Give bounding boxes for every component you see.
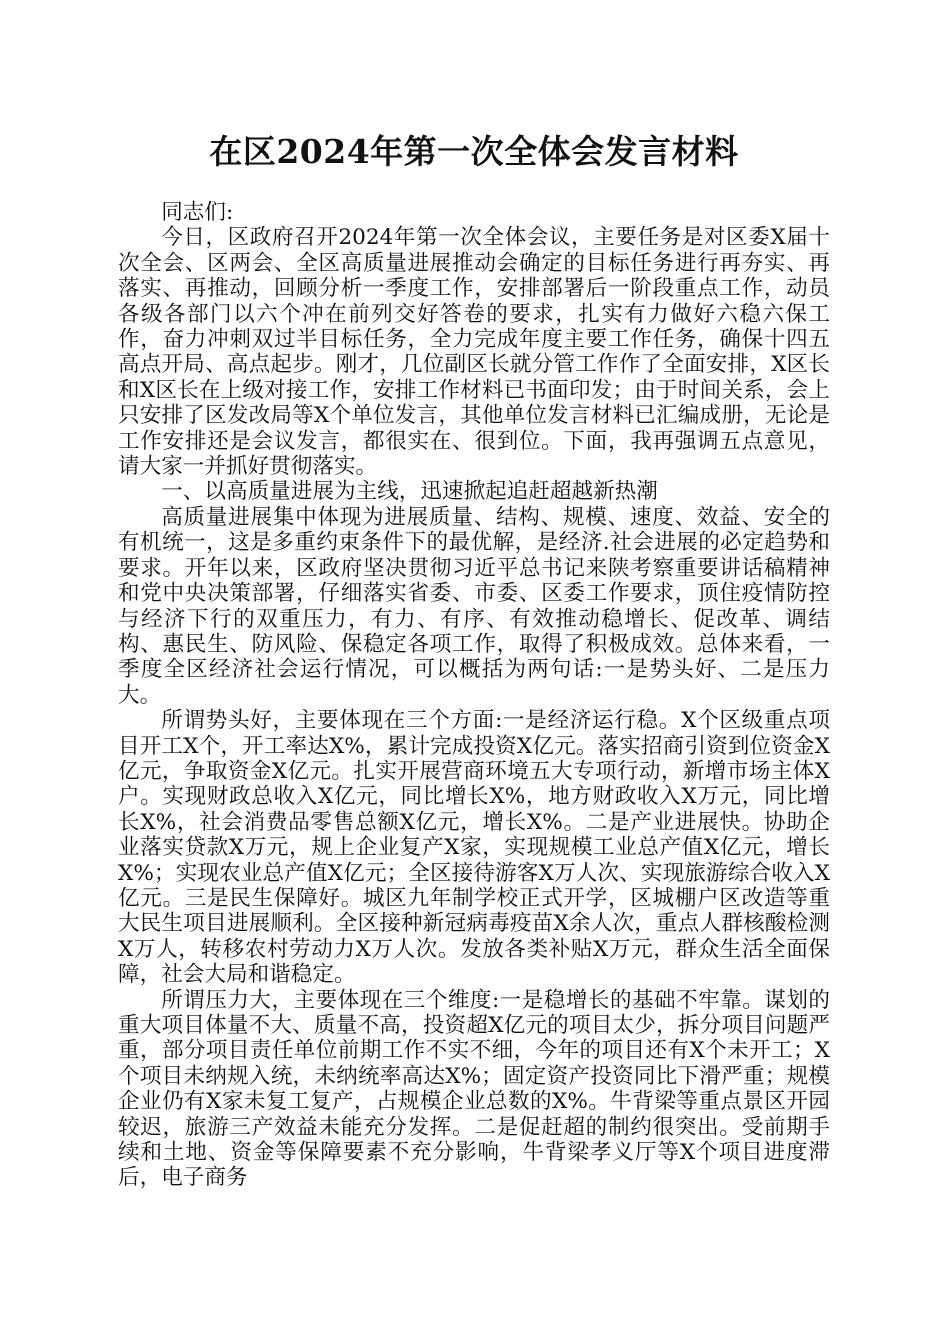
section-heading-1: 一、以高质量进展为主线，迅速掀起追赶超越新热潮: [161, 479, 658, 505]
document-title: 在区2024年第一次全体会发言材料: [209, 132, 739, 171]
document-page: [118, 118, 830, 1191]
paragraph-momentum: 所谓势头好，主要体现在三个方面:一是经济运行稳。X个区级重点项目开工X个，开工率达X%，累计完成投资X亿元。落实招商引资到位资金X亿元，争取资金X亿元。扎实开展营商环境五大专项行动，新增市场主体X户。实现财政总收入X亿元，同比增长X%，地方财政收入X万元，同比增长X%，社会消费品零售总额X亿元，增长X%。二是产业进展快。协助企业落实贷款X万元，规上企业复产X家，实现规模工业总产值X亿元，增长X%；实现农业总产值X亿元；全区接待游客X万人次、实现旅游综合收入X亿元。三是民生保障好。城区九年制学校正式开学，区城棚户区改造等重大民生项目进展顺利。全区接种新冠病毒疫苗X余人次，重点人群核酸检测X万人，转移农村劳动力X万人次。发放各类补贴X万元，群众生活全面保障，社会大局和谐稳定。: [118, 708, 830, 988]
paragraph-pressure: 所谓压力大，主要体现在三个维度:一是稳增长的基础不牢靠。谋划的重大项目体量不大、质量不高，投资超X亿元的项目太少，拆分项目问题严重，部分项目责任单位前期工作不实不细，今年的项目还有X个未开工；X个项目未纳规入统，未纳统率高达X%；固定资产投资同比下滑严重；规模企业仍有X家未复工复产，占规模企业总数的X%。牛背梁等重点景区开园较迟，旅游三产效益未能充分发挥。二是促赶超的制约很突出。受前期手续和土地、资金等保障要素不充分影响，牛背梁孝义厅等X个项目进度滞后，电子商务: [118, 987, 830, 1191]
salutation: 同志们:: [161, 200, 234, 225]
paragraph-quality: 高质量进展集中体现为进展质量、结构、规模、速度、效益、安全的有机统一，这是多重约束条件下的最优解，是经济.社会进展的必定趋势和要求。开年以来，区政府坚决贯彻习近平总书记来陕考察重要讲话稿精神和党中央决策部署，仔细落实省委、市委、区委工作要求，顶住疫情防控与经济下行的双重压力，有力、有序、有效推动稳增长、促改革、调结构、惠民生、防风险、保稳定各项工作，取得了积极成效。总体来看，一季度全区经济社会运行情况，可以概括为两句话:一是势头好、二是压力大。: [118, 504, 830, 708]
paragraph-intro: 今日，区政府召开2024年第一次全体会议，主要任务是对区委X届十次全会、区两会、全区高质量进展推动会确定的目标任务进行再夯实、再落实、再推动，回顾分析一季度工作，安排部署后一阶段重点工作，动员各级各部门以六个冲在前列交好答卷的要求，扎实有力做好六稳六保工作，奋力冲刺双过半目标任务，全力完成年度主要工作任务，确保十四五高点开局、高点起步。刚才，几位副区长就分管工作作了全面安排，X区长和X区长在上级对接工作，安排工作材料已书面印发；由于时间关系，会上只安排了区发改局等X个单位发言，其他单位发言材料已汇编成册，无论是工作安排还是会议发言，都很实在、很到位。下面，我再强调五点意见，请大家一并抓好贯彻落实。: [118, 225, 830, 480]
